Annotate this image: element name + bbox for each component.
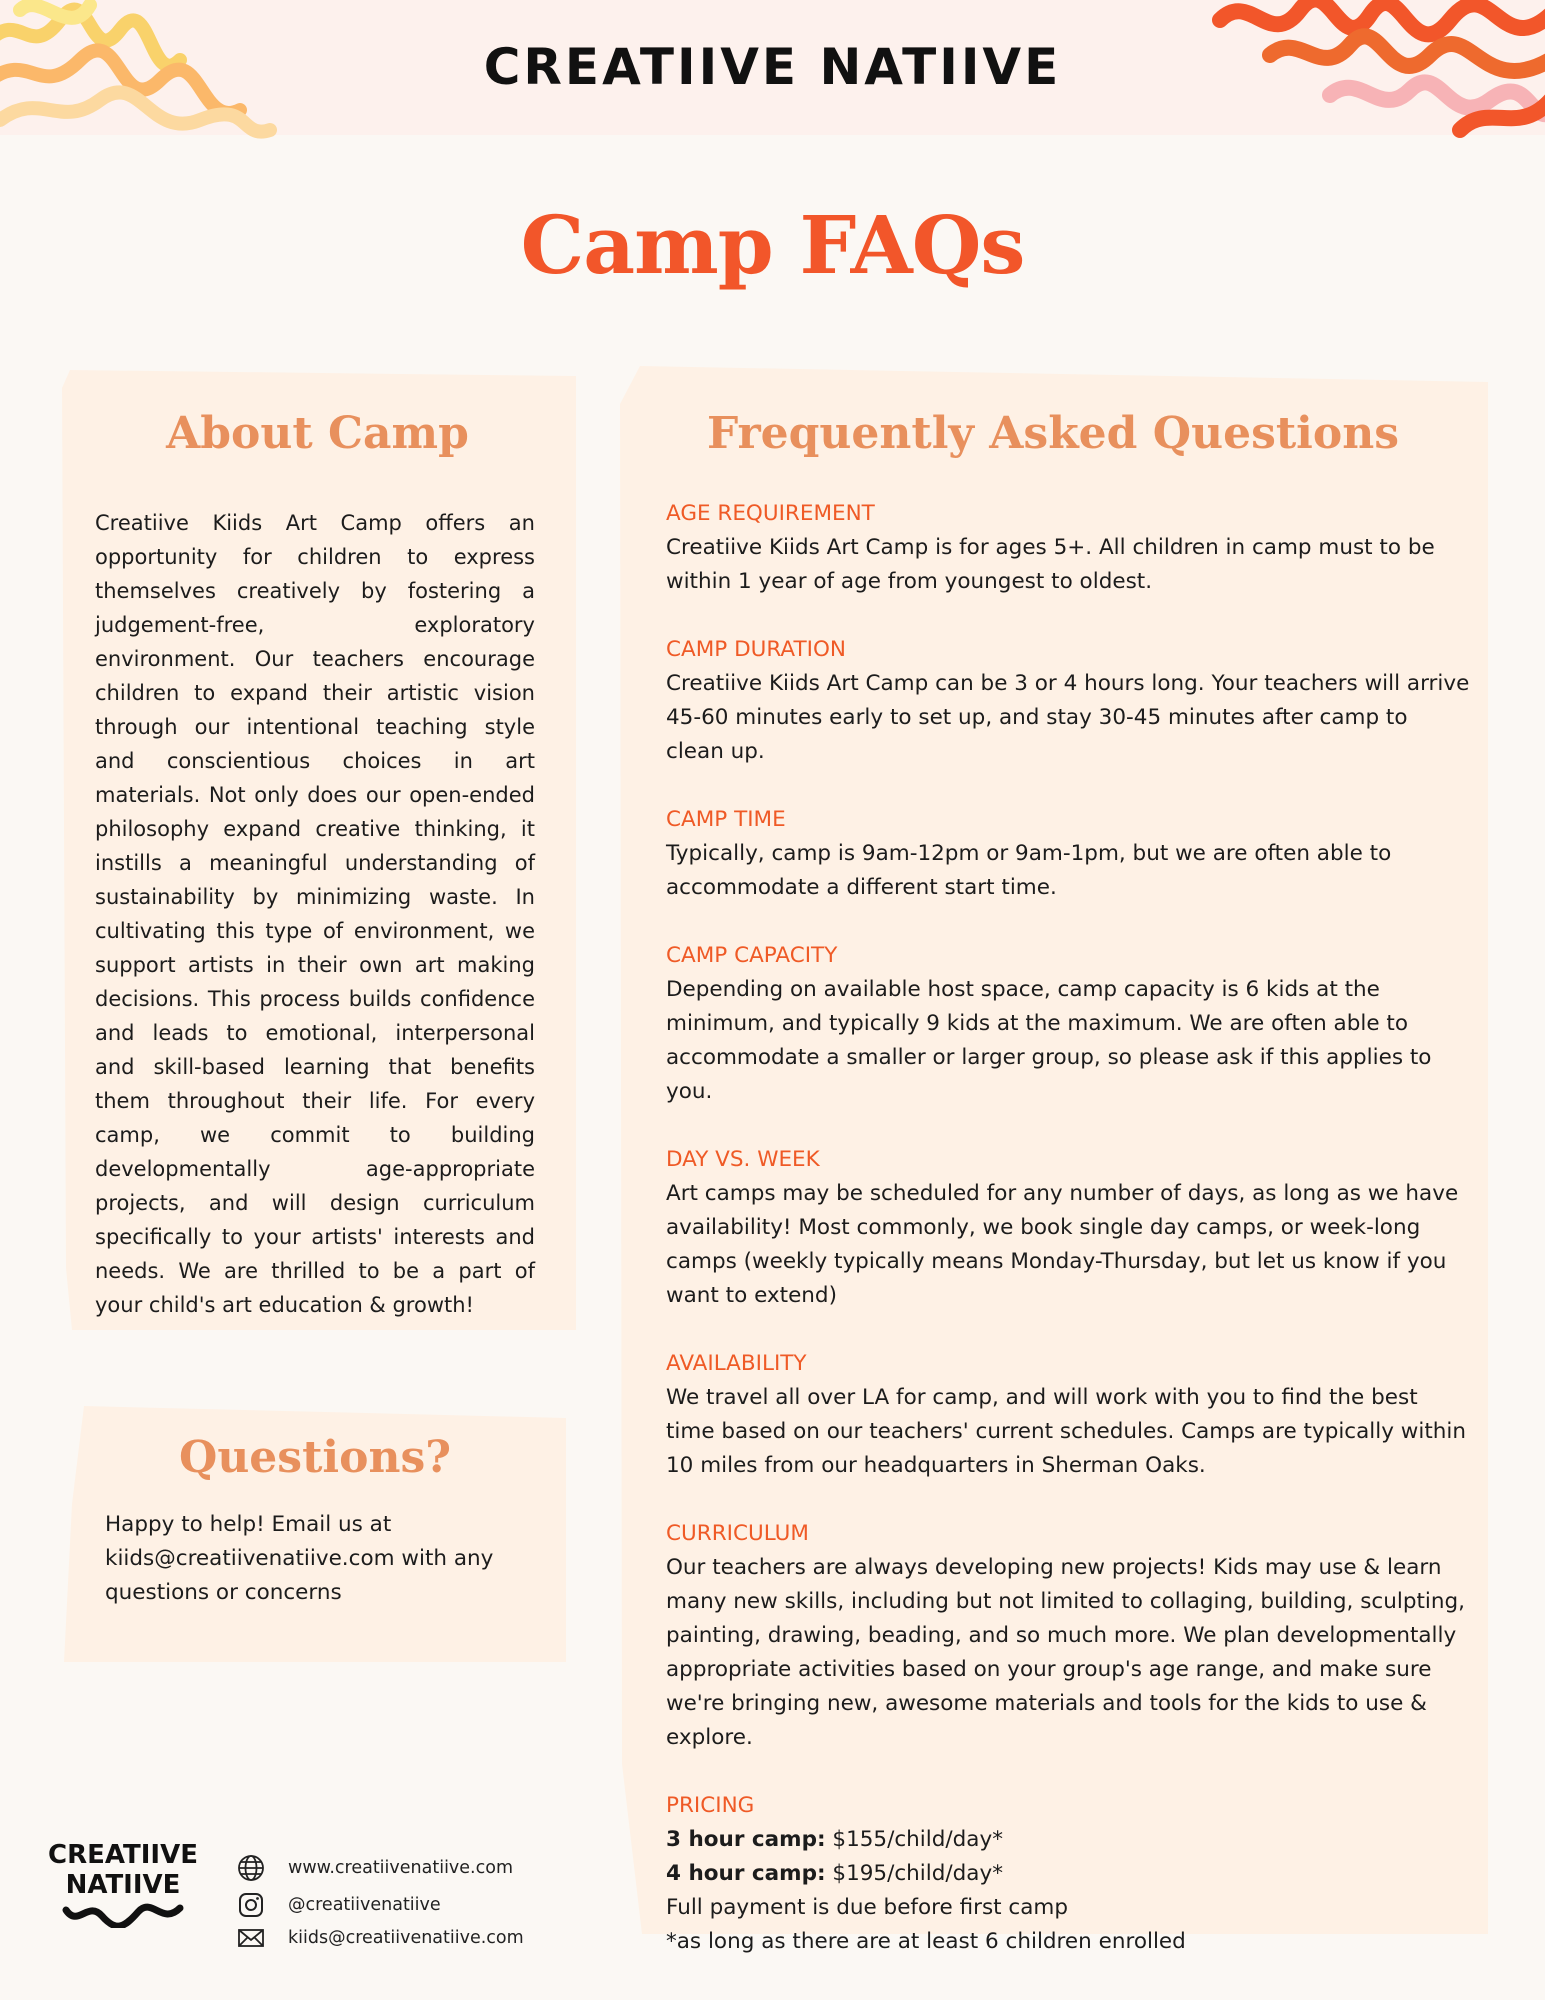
faq-question: CAMP DURATION [666, 637, 846, 662]
page-title: Camp FAQs [520, 198, 1025, 292]
faq-item-camp-capacity [666, 939, 1472, 1109]
pricing-line-4-hour [666, 1857, 1472, 1891]
faq-heading: Frequently Asked Questions [706, 408, 1399, 459]
squiggle-icon [58, 1900, 188, 1928]
pricing-label: 3 hour camp: [666, 1827, 826, 1852]
faq-item-curriculum [666, 1517, 1472, 1755]
faq-question: PRICING [666, 1793, 755, 1818]
faq-answer: Our teachers are always developing new projects! Kids may use & learn many new skills, including but not limited to collaging, building, sculpting, painting, drawing, beading, and so much more. We plan developmentally appropriate activities based on your group's age range, and make sure we're bringing new, awesome materials and tools for the kids to use & explore. [666, 1555, 1465, 1750]
pricing-line-3-hour [666, 1823, 1472, 1857]
contact-email[interactable] [236, 1923, 524, 1953]
faq-item-camp-time [666, 803, 1472, 905]
footer-logo-line1: CREATIIVE [48, 1840, 198, 1870]
pricing-payment-note: Full payment is due before first camp [666, 1895, 1069, 1920]
contact-website[interactable] [236, 1853, 513, 1883]
faq-item-day-vs-week [666, 1143, 1472, 1313]
faq-answer: We travel all over LA for camp, and will work with you to find the best time based on our teachers' current schedules. Camps are typically within 10 miles from our headquarters in Sherman Oaks. [666, 1385, 1467, 1478]
faq-answer: Depending on available host space, camp capacity is 6 kids at the minimum, and typically 9 kids at the maximum. We are often able to accommodate a smaller or larger group, so please ask if this applies to you. [666, 977, 1432, 1104]
faq-question: AVAILABILITY [666, 1351, 807, 1376]
questions-body-text: Happy to help! Email us at kiids@creatiivenatiive.com with any questions or concerns [105, 1512, 494, 1605]
pricing-label: 4 hour camp: [666, 1861, 826, 1886]
email-link[interactable]: kiids@creatiivenatiive.com [288, 1928, 524, 1948]
pricing-value: $195/child/day* [825, 1861, 1003, 1886]
instagram-icon [236, 1890, 266, 1920]
faq-question: AGE REQUIREMENT [666, 501, 875, 526]
faq-item-camp-duration [666, 633, 1472, 769]
contact-instagram[interactable] [236, 1890, 441, 1920]
questions-heading: Questions? [178, 1432, 451, 1483]
faq-answer: Creatiive Kiids Art Camp can be 3 or 4 hours long. Your teachers will arrive 45-60 minutes early to set up, and stay 30-45 minutes after camp to clean up. [666, 671, 1470, 764]
faq-item-age-requirement [666, 497, 1472, 599]
globe-icon [236, 1853, 266, 1883]
instagram-handle[interactable]: @creatiivenatiive [288, 1895, 441, 1915]
website-link[interactable]: www.creatiivenatiive.com [288, 1858, 513, 1878]
faq-list [666, 497, 1472, 1993]
footer-logo-line2: NATIIVE [65, 1870, 181, 1900]
about-body-text: Creatiive Kiids Art Camp offers an opportunity for children to express themselves creatively by fostering a judgement-free, exploratory environment. Our teachers encourage children to expand their artistic vision through our intentional teaching style and conscientious choices in art materials. Not only does our open-ended philosophy expand creative thinking, it instills a meaningful understanding of sustainability by minimizing waste. In cultivating this type of environment, we support artists in their own art making decisions. This process builds confidence and leads to emotional, interpersonal and skill-based learning that benefits them throughout their life. For every camp, we commit to building developmentally age-appropriate projects, and will design curriculum specifically to your artists' interests and needs. We are thrilled to be a part of your child's art education & growth! [95, 511, 535, 1317]
faq-answer: Typically, camp is 9am-12pm or 9am-1pm, but we are often able to accommodate a different start time. [666, 841, 1392, 900]
faq-item-pricing [666, 1789, 1472, 1959]
envelope-icon [236, 1923, 266, 1953]
footer-logo [48, 1840, 198, 1935]
faq-answer: Art camps may be scheduled for any number of days, as long as we have availability! Most commonly, we book single day camps, or week-long camps (weekly typically means Monday-Thursday, but let us know if you want to extend) [666, 1181, 1459, 1308]
faq-item-availability [666, 1347, 1472, 1483]
about-heading: About Camp [166, 408, 469, 459]
pricing-value: $155/child/day* [825, 1827, 1003, 1852]
pricing-footnote: *as long as there are at least 6 children enrolled [666, 1929, 1186, 1954]
faq-question: CURRICULUM [666, 1521, 809, 1546]
faq-question: CAMP TIME [666, 807, 786, 832]
brand-title: CREATIIVE NATIIVE [483, 38, 1062, 96]
faq-question: CAMP CAPACITY [666, 943, 838, 968]
faq-answer: Creatiive Kiids Art Camp is for ages 5+. All children in camp must to be within 1 year of age from youngest to oldest. [666, 535, 1435, 594]
faq-question: DAY VS. WEEK [666, 1147, 820, 1172]
